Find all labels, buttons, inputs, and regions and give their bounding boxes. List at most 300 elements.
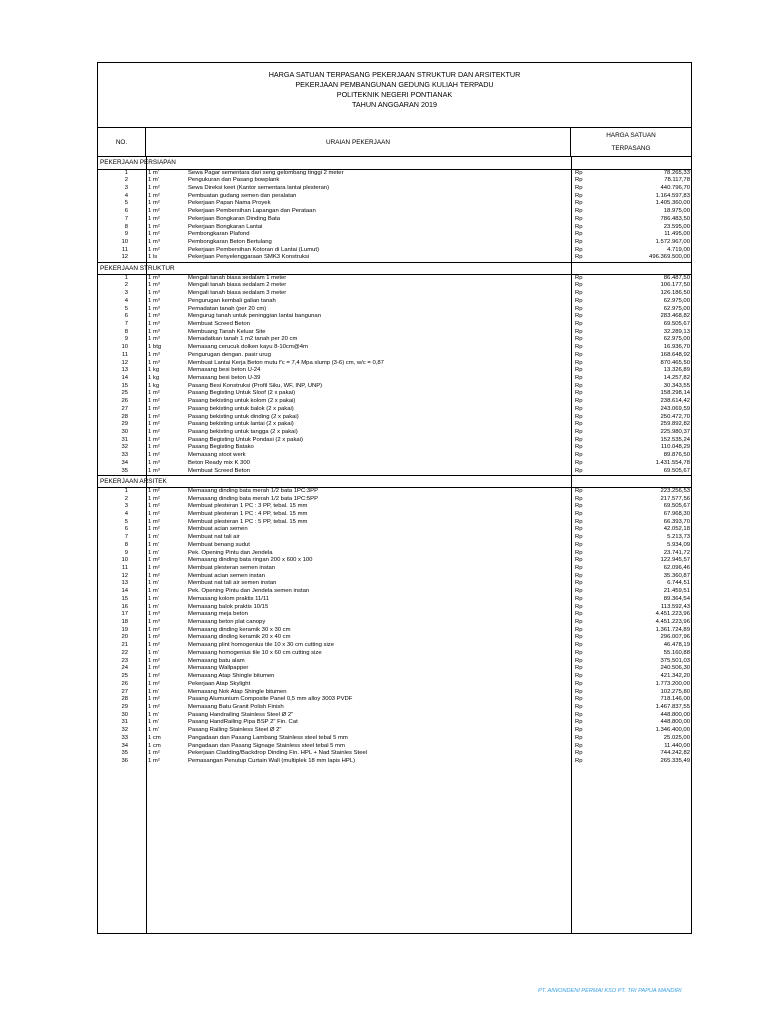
column-divider — [146, 157, 147, 933]
item-number: 25 — [121, 673, 128, 680]
table-row — [98, 185, 691, 193]
item-currency: Rp — [575, 510, 583, 517]
table-row — [98, 611, 691, 619]
table-row — [98, 658, 691, 666]
item-number: 7 — [124, 320, 128, 327]
item-price: 25.025,00 — [663, 734, 690, 741]
table-row — [98, 550, 691, 558]
item-description: Pasang Begisting Untuk Pondasi (2 x pakai) — [188, 436, 303, 443]
table-row — [98, 200, 691, 208]
item-number: 35 — [121, 750, 128, 757]
item-unit: 1 m³ — [148, 290, 160, 297]
item-number: 2 — [124, 495, 128, 502]
item-description: Pasang HandRailing Pipa BSP 2" Fin. Cat — [188, 719, 298, 726]
item-price: 21.459,51 — [663, 588, 690, 595]
item-currency: Rp — [575, 619, 583, 626]
table-row — [98, 580, 691, 588]
table-row — [98, 619, 691, 627]
item-price: 78.265,33 — [663, 169, 690, 176]
item-unit: 1 m² — [148, 657, 160, 664]
item-unit: 1 m² — [148, 757, 160, 764]
item-currency: Rp — [575, 734, 583, 741]
item-description: Membuat nat tali air semen instan — [188, 580, 277, 587]
item-price: 168.648,92 — [660, 351, 690, 358]
table-row — [98, 634, 691, 642]
item-description: Memasang dinding bata ringan 200 x 600 x 100 — [188, 557, 313, 564]
item-number: 26 — [121, 398, 128, 405]
item-currency: Rp — [575, 459, 583, 466]
title-line: POLITEKNIK NEGERI PONTIANAK — [336, 90, 453, 99]
item-unit: 1 m² — [148, 526, 160, 533]
item-price: 69.505,67 — [663, 467, 690, 474]
table-row — [98, 468, 691, 476]
item-price: 6.744,51 — [667, 580, 690, 587]
table-row — [98, 573, 691, 581]
item-price: 126.186,50 — [660, 290, 690, 297]
item-description: Memasang meja beton — [188, 611, 248, 618]
item-price: 158.298,14 — [660, 390, 690, 397]
item-currency: Rp — [575, 611, 583, 618]
footer-company: PT. AIWONDENI PERMAI KSO PT. TRI PAPUA MANDIRI — [538, 988, 682, 994]
item-unit: 1 m' — [148, 649, 159, 656]
item-description: Pasang Begisting Batako — [188, 444, 254, 451]
item-currency: Rp — [575, 595, 583, 602]
item-price: 62.975,00 — [663, 305, 690, 312]
table-row — [98, 231, 691, 239]
item-currency: Rp — [575, 344, 583, 351]
item-price: 18.975,00 — [663, 208, 690, 215]
table-row — [98, 444, 691, 452]
item-unit: 1 m³ — [148, 305, 160, 312]
item-currency: Rp — [575, 436, 583, 443]
item-number: 8 — [124, 328, 128, 335]
table-row — [98, 193, 691, 201]
item-number: 12 — [121, 254, 128, 261]
item-unit: 1 m' — [148, 727, 159, 734]
item-description: Pekerjaan Bongkaran Dinding Bata — [188, 215, 281, 222]
table-row — [98, 743, 691, 751]
item-description: Pasang bekisting untuk balok (2 x pakai) — [188, 405, 294, 412]
item-unit: 1 m² — [148, 703, 160, 710]
item-unit: 1 m² — [148, 223, 160, 230]
item-description: Pekerjaan Penyelenggaraan SMK3 Konstruksi — [188, 254, 310, 261]
table-row — [98, 452, 691, 460]
table-row — [98, 735, 691, 743]
item-currency: Rp — [575, 374, 583, 381]
item-description: Sewa Pagar sementara dari seng gelombang tinggi 2 meter — [188, 169, 344, 176]
item-number: 11 — [121, 565, 128, 571]
item-price: 223.256,53 — [660, 487, 690, 494]
item-number: 7 — [124, 215, 128, 222]
item-price: 265.335,49 — [660, 757, 690, 764]
item-price: 1.467.837,55 — [655, 703, 690, 710]
item-number: 14 — [121, 374, 128, 381]
item-unit: 1 m² — [148, 246, 160, 253]
item-currency: Rp — [575, 750, 583, 757]
item-number: 11 — [121, 351, 128, 358]
item-price: 217.577,56 — [660, 495, 690, 502]
item-price: 106.177,50 — [660, 282, 690, 289]
item-currency: Rp — [575, 297, 583, 304]
item-currency: Rp — [575, 467, 583, 474]
item-unit: 1 m² — [148, 572, 160, 579]
title-line: HARGA SATUAN TERPASANG PEKERJAAN STRUKTUR DAN ARSITEKTUR — [268, 70, 521, 79]
table-row — [98, 344, 691, 352]
item-currency: Rp — [575, 421, 583, 428]
item-price: 102.275,80 — [660, 688, 690, 695]
table-row — [98, 208, 691, 216]
item-unit: 1 m² — [148, 518, 160, 525]
item-price: 32.289,13 — [663, 328, 690, 335]
item-currency: Rp — [575, 184, 583, 191]
table-row — [98, 642, 691, 650]
header-harga — [571, 128, 691, 156]
item-number: 4 — [124, 510, 128, 517]
item-number: 32 — [121, 727, 128, 734]
item-price: 448.800,00 — [660, 711, 690, 718]
item-currency: Rp — [575, 534, 583, 541]
item-number: 13 — [121, 367, 128, 374]
item-description: Membuat plesteran semen instan — [188, 565, 276, 571]
item-unit: 1 m' — [148, 177, 159, 184]
item-currency: Rp — [575, 336, 583, 343]
item-price: 5.934,09 — [667, 541, 690, 548]
item-description: Pekerjaan Papan Nama Proyek — [188, 200, 271, 207]
item-description: Memasang dinding bata merah 1/2 bata 1PC:3PP — [188, 487, 319, 494]
item-number: 19 — [121, 626, 128, 633]
item-price: 42.052,18 — [663, 526, 690, 533]
item-unit: 1 m' — [148, 580, 159, 587]
item-currency: Rp — [575, 192, 583, 199]
item-unit: 1 m² — [148, 398, 160, 405]
item-number: 23 — [121, 657, 128, 664]
title-line: TAHUN ANGGARAN 2019 — [352, 100, 437, 109]
table-row — [98, 542, 691, 550]
item-number: 30 — [121, 429, 128, 435]
table-row — [98, 360, 691, 368]
section-title: PEKERJAAN ARSITEK — [98, 475, 691, 488]
table-row — [98, 704, 691, 712]
table-row — [98, 170, 691, 178]
item-price: 240.506,30 — [660, 665, 690, 672]
item-price: 66.393,70 — [663, 518, 690, 525]
item-unit: 1 m³ — [148, 619, 160, 626]
header-harga-line2: TERPASANG — [611, 145, 651, 152]
item-number: 1 — [124, 169, 128, 176]
item-number: 3 — [124, 290, 128, 297]
item-price: 1.361.724,89 — [655, 626, 690, 633]
item-price: 1.405.360,00 — [655, 200, 690, 207]
table-row — [98, 254, 691, 262]
item-currency: Rp — [575, 413, 583, 420]
table-row — [98, 604, 691, 612]
item-description: Pasang Railing Stainless Steel Ø 2" — [188, 727, 282, 734]
item-number: 12 — [121, 572, 128, 579]
item-unit: 1 cm — [148, 734, 161, 741]
item-unit: 1 m' — [148, 588, 159, 595]
item-number: 25 — [121, 390, 128, 397]
table-row — [98, 588, 691, 596]
item-price: 62.096,46 — [663, 565, 690, 571]
item-number: 17 — [121, 611, 128, 618]
item-description: Memasang kolom praktis 11/11 — [188, 595, 269, 602]
item-unit: 1 m' — [148, 549, 159, 556]
table-row — [98, 758, 691, 766]
item-unit: 1 m² — [148, 200, 160, 207]
item-unit: 1 m² — [148, 565, 160, 571]
item-number: 24 — [121, 665, 128, 672]
item-price: 69.505,67 — [663, 503, 690, 510]
item-price: 78.117,78 — [664, 177, 690, 184]
item-number: 13 — [121, 580, 128, 587]
item-currency: Rp — [575, 305, 583, 312]
item-description: Pasang Begisting Untuk Sloof (2 x pakai) — [188, 390, 296, 397]
item-currency: Rp — [575, 642, 583, 649]
item-number: 3 — [124, 184, 128, 191]
item-description: Membuat plesteran 1 PC : 5 PP, tebal. 15 mm — [188, 518, 308, 525]
item-unit: 1 m² — [148, 192, 160, 199]
item-unit: 1 m' — [148, 169, 159, 176]
table-row — [98, 367, 691, 375]
item-unit: 1 m² — [148, 436, 160, 443]
item-number: 5 — [124, 200, 128, 207]
item-unit: 1 cm — [148, 742, 161, 749]
item-description: Membuat acian semen — [188, 526, 248, 533]
table-row — [98, 352, 691, 360]
item-description: Pengukuran dan Pasang bowplank — [188, 177, 280, 184]
table-row — [98, 306, 691, 314]
table-row — [98, 519, 691, 527]
item-unit: 1 btg — [148, 344, 162, 351]
item-description: Pembongkaran Beton Bertulang — [188, 238, 272, 245]
table-row — [98, 526, 691, 534]
item-description: Mengali tanah biasa sedalam 3 meter — [188, 290, 287, 297]
item-number: 9 — [124, 336, 128, 343]
item-unit: 1 m² — [148, 665, 160, 672]
item-description: Pasang Alumunium Composite Panel 0,5 mm alloy 3003 PVDF — [188, 696, 353, 703]
table-row — [98, 681, 691, 689]
item-currency: Rp — [575, 429, 583, 435]
item-unit: 1 kg — [148, 367, 160, 374]
item-unit: 1 m³ — [148, 282, 160, 289]
table-row — [98, 712, 691, 720]
item-number: 32 — [121, 444, 128, 451]
item-number: 1 — [124, 274, 128, 281]
table-row — [98, 390, 691, 398]
item-price: 744.242,82 — [660, 750, 690, 757]
item-price: 250.472,70 — [660, 413, 690, 420]
item-description: Pengurugan dengan. pasir urug — [188, 351, 271, 358]
item-currency: Rp — [575, 444, 583, 451]
item-number: 9 — [124, 549, 128, 556]
item-description: Memasang besi beton U-39 — [188, 374, 261, 381]
table-row — [98, 750, 691, 758]
item-currency: Rp — [575, 390, 583, 397]
item-unit: 1 m² — [148, 696, 160, 703]
item-description: Membuat benang sudut — [188, 541, 250, 548]
item-description: Pangadaan dan Pasang Signage Stainless steel tebal 5 mm — [188, 742, 345, 749]
item-description: Memasang beton plat canopy — [188, 619, 266, 626]
item-description: Membuat Screed Beton — [188, 467, 250, 474]
item-price: 69.505,67 — [663, 320, 690, 327]
table-row — [98, 665, 691, 673]
item-unit: 1 m' — [148, 711, 159, 718]
item-description: Memasang Batu Granit Polish Finish — [188, 703, 284, 710]
item-price: 23.595,00 — [663, 223, 690, 230]
item-number: 7 — [124, 534, 128, 541]
item-price: 13.326,89 — [663, 367, 690, 374]
item-price: 1.346.400,00 — [655, 727, 690, 734]
item-unit: 1 m' — [148, 603, 159, 610]
table-row — [98, 496, 691, 504]
item-price: 122.945,57 — [660, 557, 690, 564]
table-row — [98, 298, 691, 306]
item-price: 1.164.597,83 — [655, 192, 690, 199]
table-row — [98, 689, 691, 697]
item-number: 34 — [121, 459, 128, 466]
item-number: 12 — [121, 359, 128, 366]
item-number: 2 — [124, 282, 128, 289]
item-description: Pasang Besi Konstruksi (Profil Siku, WF, INP, UNP) — [188, 382, 323, 389]
item-currency: Rp — [575, 246, 583, 253]
item-description: Pasang bekisting untuk dinding (2 x pakai) — [188, 413, 299, 420]
item-number: 4 — [124, 192, 128, 199]
item-number: 26 — [121, 680, 128, 687]
item-currency: Rp — [575, 680, 583, 687]
item-description: Membuang Tanah Keluar Site — [188, 328, 266, 335]
item-currency: Rp — [575, 313, 583, 320]
item-price: 4.451.223,96 — [655, 619, 690, 626]
item-description: Pangadaan dan Pasang Lambang Stainless steel tebal 5 mm — [188, 734, 348, 741]
item-price: 62.975,00 — [663, 297, 690, 304]
item-currency: Rp — [575, 549, 583, 556]
section-title: PEKERJAAN PERSIAPAN — [98, 157, 691, 170]
item-unit: 1 m³ — [148, 351, 160, 358]
item-number: 1 — [124, 487, 128, 494]
item-number: 16 — [121, 603, 128, 610]
item-description: Membuat plesteran 1 PC : 3 PP, tebal. 15 mm — [188, 503, 308, 510]
table-row — [98, 313, 691, 321]
item-number: 9 — [124, 231, 128, 238]
item-unit: 1 m' — [148, 595, 159, 602]
item-description: Membuat nat tali air — [188, 534, 240, 541]
item-number: 27 — [121, 405, 128, 412]
table-row — [98, 488, 691, 496]
table-row — [98, 239, 691, 247]
item-number: 18 — [121, 619, 128, 626]
item-number: 4 — [124, 297, 128, 304]
item-number: 14 — [121, 588, 128, 595]
item-price: 283.468,82 — [660, 313, 690, 320]
item-price: 1.572.967,00 — [655, 238, 690, 245]
item-number: 33 — [121, 734, 128, 741]
item-currency: Rp — [575, 526, 583, 533]
item-description: Memasang Nok Atap Shingle bitumen — [188, 688, 287, 695]
item-unit: 1 m³ — [148, 359, 160, 366]
item-description: Pasang bekisting untuk tangga (2 x pakai) — [188, 429, 298, 435]
item-price: 62.975,00 — [663, 336, 690, 343]
item-price: 89.876,50 — [663, 452, 690, 459]
item-description: Memasang stoot werk — [188, 452, 246, 459]
item-currency: Rp — [575, 238, 583, 245]
item-unit: 1 m² — [148, 429, 160, 435]
item-currency: Rp — [575, 487, 583, 494]
item-description: Pasang Handrailing Stainless Steel Ø 2" — [188, 711, 294, 718]
item-unit: 1 m² — [148, 452, 160, 459]
item-number: 15 — [121, 595, 128, 602]
item-price: 448.800,00 — [660, 719, 690, 726]
item-number: 10 — [121, 344, 128, 351]
item-currency: Rp — [575, 657, 583, 664]
item-description: Pembongkaran Plafond — [188, 231, 250, 238]
item-unit: 1 m³ — [148, 336, 160, 343]
table-row — [98, 596, 691, 604]
item-unit: 1 m² — [148, 634, 160, 641]
item-description: Memasang plint homogenius tile 10 x 30 cm cutting size — [188, 642, 335, 649]
item-unit: 1 m² — [148, 626, 160, 633]
item-price: 259.892,82 — [660, 421, 690, 428]
item-unit: 1 m² — [148, 750, 160, 757]
table-row — [98, 414, 691, 422]
item-currency: Rp — [575, 541, 583, 548]
item-number: 30 — [121, 711, 128, 718]
item-description: Membuat plesteran 1 PC : 4 PP, tebal. 15 mm — [188, 510, 308, 517]
document-sheet — [97, 62, 692, 934]
item-number: 31 — [121, 719, 128, 726]
item-description: Pekerjaan Cladding/Backdrop Dinding Fin. HPL + Nad Stainles Steel — [188, 750, 368, 757]
table-row — [98, 421, 691, 429]
item-unit: 1 m² — [148, 184, 160, 191]
table-row — [98, 375, 691, 383]
item-unit: 1 m² — [148, 673, 160, 680]
column-divider — [571, 157, 572, 933]
item-price: 11.440,00 — [664, 742, 690, 749]
item-description: Memasang dinding keramik 30 x 30 cm — [188, 626, 291, 633]
item-number: 5 — [124, 305, 128, 312]
item-unit: 1 m³ — [148, 320, 160, 327]
item-unit: 1 m² — [148, 557, 160, 564]
item-number: 28 — [121, 413, 128, 420]
item-price: 152.535,24 — [660, 436, 690, 443]
item-price: 16.936,70 — [663, 344, 690, 351]
item-price: 89.364,54 — [663, 595, 690, 602]
item-number: 2 — [124, 177, 128, 184]
item-currency: Rp — [575, 688, 583, 695]
item-currency: Rp — [575, 367, 583, 374]
table-row — [98, 696, 691, 704]
table-row — [98, 627, 691, 635]
item-number: 8 — [124, 223, 128, 230]
header-harga-line1: HARGA SATUAN — [606, 132, 656, 139]
item-description: Memadatkan tanah 1 m2 tanah per 20 cm — [188, 336, 298, 343]
table-row — [98, 247, 691, 255]
item-number: 27 — [121, 688, 128, 695]
table-row — [98, 565, 691, 573]
item-price: 238.614,42 — [660, 398, 690, 405]
item-currency: Rp — [575, 495, 583, 502]
item-number: 8 — [124, 541, 128, 548]
item-price: 375.501,03 — [660, 657, 690, 664]
item-currency: Rp — [575, 703, 583, 710]
item-description: Pek. Opening Pintu dan Jendela semen instan — [188, 588, 310, 595]
title-block — [98, 70, 691, 110]
item-unit: 1 m' — [148, 534, 159, 541]
item-unit: 1 m³ — [148, 297, 160, 304]
item-currency: Rp — [575, 215, 583, 222]
item-unit: 1 m³ — [148, 467, 160, 474]
item-description: Memasang besi beton U-24 — [188, 367, 261, 374]
table-row — [98, 437, 691, 445]
